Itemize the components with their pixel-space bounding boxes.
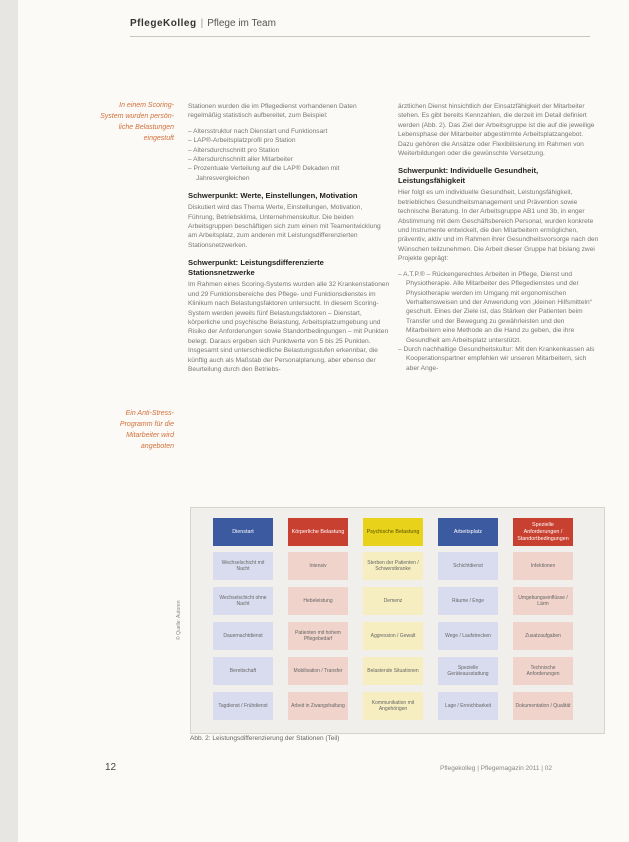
table-cell: Hebeleistung (288, 587, 348, 615)
section-heading: Schwerpunkt: Individuelle Gesundheit, Leistungsfähigkeit (398, 166, 539, 186)
table-cell: Mobilisation / Transfer (288, 657, 348, 685)
table-cell: Intensiv (288, 552, 348, 580)
header-rule (130, 36, 590, 37)
paragraph: ärztlichen Dienst hinsichtlich der Einsatzfähigkeit der Mitarbeiter stehen. Es gibt bereits Kennzahlen, die derzeit im Detail definiert werden (Abb. 2). Das Ziel der Arbeitsgruppe ist die auf die jeweilige Lebensphase der Mitarbeiter abgestimmte Arbeitsplatzangebot. Dazu gehören die Ansätze oder Flexibilisierung im Rahmen von Weiterbildungen oder die gewünschte Versetzung. (398, 103, 595, 158)
table-cell: Belastende Situationen (363, 657, 423, 685)
section-heading: Schwerpunkt: Leistungsdifferenzierte Stationsnetzwerke (188, 258, 324, 278)
table-cell: Zusatzaufgaben (513, 622, 573, 650)
list-item: – Altersdurchschnitt aller Mitarbeiter (188, 156, 293, 164)
column-header: Körperliche Belastung (288, 518, 348, 546)
column-header: Arbeitsplatz (438, 518, 498, 546)
list-item: – Prozentuale Verteilung auf die LAP® Dekaden mit Jahresvergleichen (188, 165, 340, 182)
table-cell: Sterben der Patienten / Schwerstkranke (363, 552, 423, 580)
list-item: – Altersdurchschnitt pro Station (188, 146, 280, 154)
column-header: Spezielle Anforderungen / Standortbedingungen (513, 518, 573, 546)
bullet-list (398, 270, 600, 373)
text-column-1 (188, 102, 390, 380)
table-cell: Schichtdienst (438, 552, 498, 580)
table-cell: Tagdienst / Frühdienst (213, 692, 273, 720)
image-credit: © Quelle: Autoren (176, 600, 182, 640)
table-cell: Spezielle Geräteausstattung (438, 657, 498, 685)
paragraph: Diskutiert wird das Thema Werte, Einstellungen, Motivation, Führung, Betriebsklima, Unternehmenskultur. Die beiden Arbeitsgruppen beschäftigen sich zum einen mit Teamentwicklung am Arbeitsplatz, zum anderen mit Leistungsdifferenzierten Stationsnetzwerken. (188, 204, 381, 249)
table-cell: Bereitschaft (213, 657, 273, 685)
table-cell: Arbeit in Zwangshaltung (288, 692, 348, 720)
table-cell: Dokumentation / Qualität (513, 692, 573, 720)
page-number: 12 (105, 762, 117, 773)
column-header: Psychische Belastung (363, 518, 423, 546)
running-head (130, 18, 600, 36)
paragraph: Hier folgt es um individuelle Gesundheit, Leistungsfähigkeit, betriebliches Gesundheitsmanagement und Prävention sowie technische Beratung. In der Arbeitsgruppe AB1 und 3b, in enger Abstimmung mit dem Geschäftsbereich Personal, wurden konkrete und Instrumente entwickelt, die den Mitarbeitern ermöglichen, präventiv, aktiv und im Rahmen ihrer Gesundheitsvorsorge nach den Wünschen teilzunehmen. Die Arbeit dieser Gruppe hat bislang zwei Projekte geprägt: (398, 189, 599, 263)
list-item: – LAP®-Arbeitsplatzprofil pro Station (188, 137, 296, 145)
text-column-2 (398, 102, 600, 379)
table-cell: Wechselschicht ohne Nacht (213, 587, 273, 615)
column-header: Dienstart (213, 518, 273, 546)
magazine-name: PflegeKolleg (130, 18, 197, 29)
table-cell: Aggression / Gewalt (363, 622, 423, 650)
list-item: – Durch nachhaltige Gesundheitskultur: Mit den Krankenkassen als Kooperationspartner empfehlen wir unseren Mitarbeitern, sich aber Ange- (398, 345, 595, 372)
table-cell: Dauernachtdienst (213, 622, 273, 650)
figure-table (190, 507, 605, 734)
table-cell: Wege / Laufstrecken (438, 622, 498, 650)
paragraph: Stationen wurden die im Pflegedienst vorhandenen Daten regelmäßig statistisch aufbereitet, zum Beispiel: (188, 103, 357, 120)
table-cell: Lage / Erreichbarkeit (438, 692, 498, 720)
section-heading: Schwerpunkt: Werte, Einstellungen, Motivation (188, 191, 358, 201)
table-cell: Kommunikation mit Angehörigen (363, 692, 423, 720)
figure-caption: Abb. 2: Leistungsdifferenzierung der Stationen (Teil) (190, 735, 340, 742)
margin-note-1: In einem Scoring-System wurden persön-liche Belastungen eingestuft (100, 102, 174, 142)
paragraph: Im Rahmen eines Scoring-Systems wurden alle 32 Krankenstationen und 29 Funktionsbereiche des Pflege- und Funktionsdienstes im Klinikum nach Belastungsfaktoren untersucht. In diesem Scoring-System werden jeweils fünf Belastungsfaktoren – Dienstart, körperliche und psychische Belastung, Arbeitsplatzumgebung und Risiko der Anforderungen sowie Standortbedingungen – mit Punkten belegt. Daraus ergeben sich Punktwerte von 5 bis 25 Punkten. Insgesamt sind unterschiedliche Belastungsstufen erkennbar, die künftig auch als Maßstab der Personalplanung, aber ebenso der Beurteilung durch den Betriebs- (188, 281, 390, 373)
table-cell: Demenz (363, 587, 423, 615)
table-cell: Patienten mit hohem Pflegebedarf (288, 622, 348, 650)
section-name: Pflege im Team (207, 18, 276, 29)
margin-note-2: Ein Anti-Stress-Programm für die Mitarbeiter wird angeboten (119, 410, 174, 450)
table-cell: Infektionen (513, 552, 573, 580)
footer-source: Pflegekolleg | Pflegemagazin 2011 | 02 (440, 765, 553, 772)
bullet-list (188, 127, 390, 183)
list-item: – Altersstruktur nach Dienstart und Funktionsart (188, 127, 328, 135)
list-item: – A.T.P.® – Rückengerechtes Arbeiten in Pflege, Dienst und Physiotherapie. Alle Mitarbeiter des Pflegedienstes und der Physiotherapie werden im Umgang mit ergonomischen Verhaltensweisen und der Anwendung von „kleinen Hilfsmitteln“ geschult. Eines der Ziele ist, das Stärken der Patienten beim Transfer und der Bewegung zu gewährleisten und den Mitarbeitern eine Methode an die Hand zu geben, die ihre Gesundheit am Arbeitsplatz unterstützt. (398, 270, 592, 344)
table-cell: Wechselschicht mit Nacht (213, 552, 273, 580)
table-cell: Umgebungseinflüsse / Lärm (513, 587, 573, 615)
header-separator: | (200, 18, 204, 29)
table-cell: Räume / Enge (438, 587, 498, 615)
table-cell: Technische Anforderungen (513, 657, 573, 685)
